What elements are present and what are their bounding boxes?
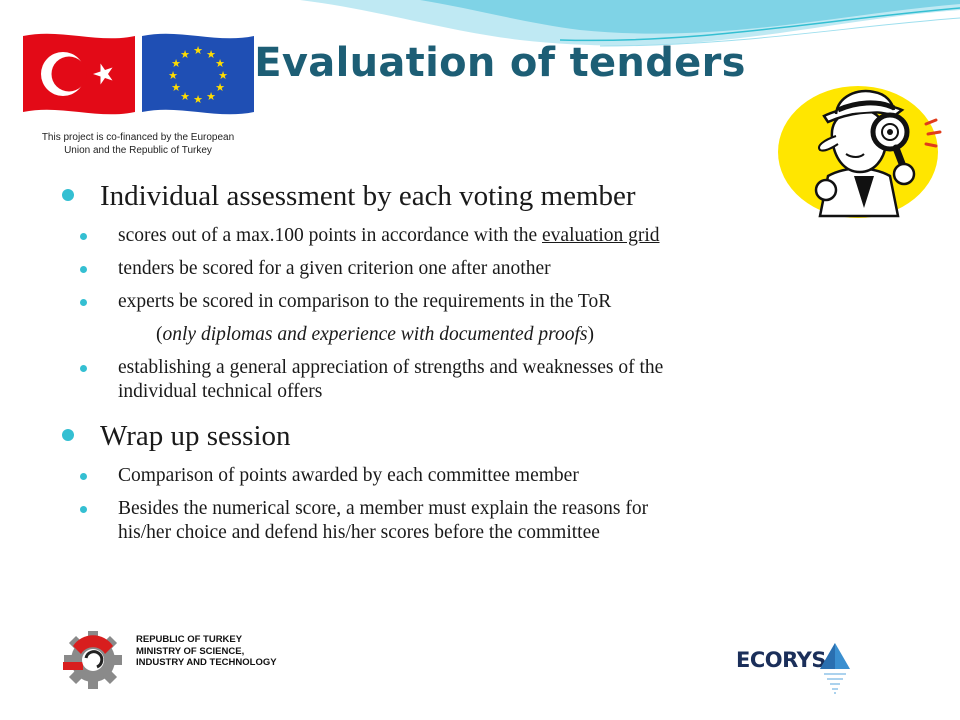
svg-text:★: ★ (180, 48, 190, 61)
list-item (60, 497, 860, 545)
section-heading: Wrap up session (60, 416, 860, 456)
note-paren-close: ) (587, 324, 594, 345)
svg-text:★: ★ (193, 44, 203, 57)
ecorys-triangle-icon (818, 641, 852, 696)
list-note (60, 323, 860, 347)
ministry-name (136, 634, 277, 669)
list-item: Comparison of points awarded by each committee member (60, 464, 860, 488)
ministry-line: INDUSTRY AND TECHNOLOGY (136, 657, 277, 668)
cofinance-note (18, 131, 258, 157)
list-item-line: individual technical offers (118, 381, 323, 402)
list-item-text: scores out of a max.100 points in accordance with the (118, 225, 543, 246)
svg-text:★: ★ (168, 69, 178, 82)
note-text: only diplomas and experience with documented proofs (162, 324, 588, 345)
slide-content (60, 176, 860, 545)
svg-text:★: ★ (180, 90, 190, 103)
ministry-gear-icon (57, 630, 129, 690)
svg-text:★: ★ (171, 57, 181, 70)
ecorys-logo-text: ECORYS (736, 648, 826, 672)
section-heading: Individual assessment by each voting member (60, 176, 860, 216)
list-item: tenders be scored for a given criterion one after another (60, 257, 860, 281)
cofinance-line: Union and the Republic of Turkey (64, 145, 212, 156)
list-item-line: Besides the numerical score, a member must explain the reasons for (118, 498, 649, 519)
page-title: Evaluation of tenders (254, 40, 746, 86)
note-paren-open: ( (156, 324, 163, 345)
list-item (60, 356, 860, 404)
list-item-line: establishing a general appreciation of strengths and weaknesses of the (118, 357, 664, 378)
list-item: experts be scored in comparison to the requirements in the ToR (60, 290, 860, 314)
svg-text:★: ★ (206, 48, 216, 61)
svg-text:★: ★ (206, 90, 216, 103)
svg-text:★: ★ (218, 69, 228, 82)
evaluation-grid-link[interactable]: evaluation grid (542, 225, 660, 246)
ministry-line: MINISTRY OF SCIENCE, (136, 645, 245, 657)
turkey-flag-icon (21, 30, 137, 118)
ministry-line: REPUBLIC OF TURKEY (136, 634, 243, 645)
list-item (60, 224, 860, 248)
list-item-line: his/her choice and defend his/her scores before the committee (118, 522, 600, 543)
svg-text:★: ★ (215, 57, 225, 70)
svg-text:★: ★ (171, 81, 181, 94)
cofinance-line: This project is co-financed by the European (41, 132, 235, 143)
svg-text:★: ★ (215, 81, 225, 94)
svg-text:★: ★ (193, 93, 203, 106)
